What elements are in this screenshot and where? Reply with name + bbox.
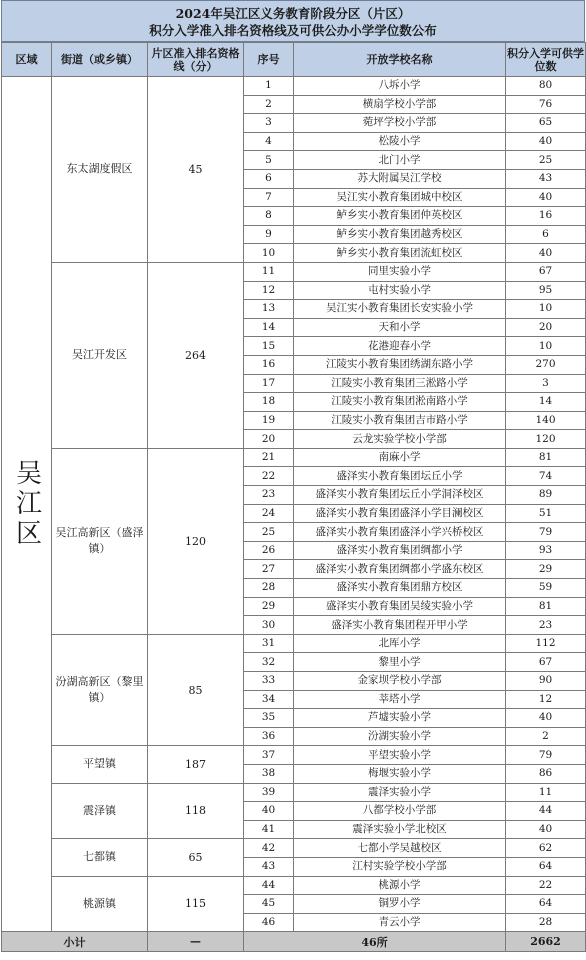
seq-cell: 31 bbox=[244, 634, 294, 653]
table-row bbox=[2, 839, 586, 858]
school-cell: 八都学校小学部 bbox=[294, 802, 506, 821]
school-cell: 铜罗小学 bbox=[294, 895, 506, 914]
street-cell: 震泽镇 bbox=[52, 783, 148, 839]
school-cell: 吴江实小教育集团城中校区 bbox=[294, 188, 506, 207]
line-cell: 65 bbox=[148, 839, 244, 876]
line-cell: 115 bbox=[148, 876, 244, 932]
school-cell: 震泽实验小学 bbox=[294, 783, 506, 802]
seq-cell: 7 bbox=[244, 188, 294, 207]
line-cell: 85 bbox=[148, 634, 244, 746]
school-cell: 屯村实验小学 bbox=[294, 281, 506, 300]
school-cell: 同里实验小学 bbox=[294, 262, 506, 281]
school-cell: 梅堰实验小学 bbox=[294, 764, 506, 783]
seq-cell: 3 bbox=[244, 114, 294, 133]
school-cell: 江陵实小教育集团三淞路小学 bbox=[294, 374, 506, 393]
seats-cell: 79 bbox=[506, 746, 586, 765]
school-cell: 江陵实小教育集团淞南路小学 bbox=[294, 393, 506, 412]
school-cell: 鲈乡实小教育集团越秀校区 bbox=[294, 225, 506, 244]
school-cell: 南麻小学 bbox=[294, 448, 506, 467]
seats-cell: 23 bbox=[506, 616, 586, 635]
seq-cell: 35 bbox=[244, 709, 294, 728]
school-cell: 震泽实验小学北校区 bbox=[294, 820, 506, 839]
seq-cell: 25 bbox=[244, 523, 294, 542]
seats-cell: 65 bbox=[506, 114, 586, 133]
school-cell: 吴江实小教育集团长安实验小学 bbox=[294, 300, 506, 319]
school-cell: 松陵小学 bbox=[294, 132, 506, 151]
seq-cell: 11 bbox=[244, 262, 294, 281]
seq-cell: 28 bbox=[244, 579, 294, 598]
school-cell: 平望实验小学 bbox=[294, 746, 506, 765]
seats-cell: 62 bbox=[506, 839, 586, 858]
seats-cell: 90 bbox=[506, 672, 586, 691]
line-cell: 118 bbox=[148, 783, 244, 839]
school-cell: 花港迎春小学 bbox=[294, 337, 506, 356]
seats-cell: 44 bbox=[506, 802, 586, 821]
seats-cell: 11 bbox=[506, 783, 586, 802]
seq-cell: 17 bbox=[244, 374, 294, 393]
line-cell: 264 bbox=[148, 262, 244, 448]
school-cell: 青云小学 bbox=[294, 913, 506, 932]
school-cell: 盛泽实小教育集团盛泽小学目澜校区 bbox=[294, 504, 506, 523]
school-cell: 江村实验学校小学部 bbox=[294, 857, 506, 876]
school-cell: 芦墟实验小学 bbox=[294, 709, 506, 728]
seq-cell: 45 bbox=[244, 895, 294, 914]
seats-cell: 81 bbox=[506, 597, 586, 616]
seats-cell: 14 bbox=[506, 393, 586, 412]
seq-cell: 30 bbox=[244, 616, 294, 635]
seq-cell: 46 bbox=[244, 913, 294, 932]
school-cell: 天和小学 bbox=[294, 318, 506, 337]
seats-cell: 59 bbox=[506, 579, 586, 598]
school-cell: 盛泽实小教育集团吴绫实验小学 bbox=[294, 597, 506, 616]
line-cell: 45 bbox=[148, 77, 244, 263]
seats-cell: 120 bbox=[506, 430, 586, 449]
street-cell: 东太湖度假区 bbox=[52, 77, 148, 263]
seats-cell: 40 bbox=[506, 709, 586, 728]
line-cell: 120 bbox=[148, 448, 244, 634]
school-cell: 盛泽实小教育集团坛丘小学洞泽校区 bbox=[294, 486, 506, 505]
seq-cell: 1 bbox=[244, 77, 294, 96]
seats-cell: 12 bbox=[506, 690, 586, 709]
seats-cell: 3 bbox=[506, 374, 586, 393]
school-cell: 北厍小学 bbox=[294, 634, 506, 653]
seq-cell: 29 bbox=[244, 597, 294, 616]
table-row bbox=[2, 783, 586, 802]
header-seq: 序号 bbox=[244, 43, 294, 77]
seq-cell: 15 bbox=[244, 337, 294, 356]
school-cell: 桃源小学 bbox=[294, 876, 506, 895]
seq-cell: 39 bbox=[244, 783, 294, 802]
seats-cell: 2 bbox=[506, 727, 586, 746]
school-cell: 鲈乡实小教育集团流虹校区 bbox=[294, 244, 506, 263]
seq-cell: 36 bbox=[244, 727, 294, 746]
seq-cell: 12 bbox=[244, 281, 294, 300]
seq-cell: 18 bbox=[244, 393, 294, 412]
seq-cell: 34 bbox=[244, 690, 294, 709]
seats-cell: 81 bbox=[506, 448, 586, 467]
quota-table bbox=[1, 42, 586, 952]
seq-cell: 44 bbox=[244, 876, 294, 895]
seq-cell: 40 bbox=[244, 802, 294, 821]
school-cell: 江陵实小教育集团绣湖东路小学 bbox=[294, 355, 506, 374]
seq-cell: 13 bbox=[244, 300, 294, 319]
table-row bbox=[2, 448, 586, 467]
school-cell: 八坼小学 bbox=[294, 77, 506, 96]
table-row bbox=[2, 746, 586, 765]
school-cell: 黎里小学 bbox=[294, 653, 506, 672]
seq-cell: 4 bbox=[244, 132, 294, 151]
total-schools: 46所 bbox=[244, 932, 506, 952]
seats-cell: 22 bbox=[506, 876, 586, 895]
seats-cell: 64 bbox=[506, 857, 586, 876]
header-school: 开放学校名称 bbox=[294, 43, 506, 77]
total-row bbox=[2, 932, 586, 952]
seq-cell: 9 bbox=[244, 225, 294, 244]
region-cell: 吴江区 bbox=[2, 77, 52, 932]
table-header-row bbox=[2, 43, 586, 77]
seats-cell: 112 bbox=[506, 634, 586, 653]
school-cell: 鲈乡实小教育集团仲英校区 bbox=[294, 207, 506, 226]
street-cell: 吴江开发区 bbox=[52, 262, 148, 448]
seq-cell: 33 bbox=[244, 672, 294, 691]
seq-cell: 32 bbox=[244, 653, 294, 672]
seq-cell: 21 bbox=[244, 448, 294, 467]
school-cell: 盛泽实小教育集团绸都小学盛东校区 bbox=[294, 560, 506, 579]
seq-cell: 14 bbox=[244, 318, 294, 337]
header-seats: 积分入学可供学位数 bbox=[506, 43, 586, 77]
seats-cell: 28 bbox=[506, 913, 586, 932]
seats-cell: 80 bbox=[506, 77, 586, 96]
seq-cell: 22 bbox=[244, 467, 294, 486]
seats-cell: 51 bbox=[506, 504, 586, 523]
school-cell: 横扇学校小学部 bbox=[294, 95, 506, 114]
seats-cell: 67 bbox=[506, 262, 586, 281]
school-cell: 北门小学 bbox=[294, 151, 506, 170]
school-cell: 盛泽实小教育集团坛丘小学 bbox=[294, 467, 506, 486]
seats-cell: 10 bbox=[506, 300, 586, 319]
seq-cell: 26 bbox=[244, 541, 294, 560]
seats-cell: 29 bbox=[506, 560, 586, 579]
document-title bbox=[1, 0, 585, 42]
street-cell: 汾湖高新区（黎里镇） bbox=[52, 634, 148, 746]
seats-cell: 40 bbox=[506, 132, 586, 151]
school-cell: 七都小学吴越校区 bbox=[294, 839, 506, 858]
seats-cell: 64 bbox=[506, 895, 586, 914]
seats-cell: 6 bbox=[506, 225, 586, 244]
seats-cell: 74 bbox=[506, 467, 586, 486]
school-cell: 汾湖实验小学 bbox=[294, 727, 506, 746]
line-cell: 187 bbox=[148, 746, 244, 783]
seats-cell: 43 bbox=[506, 169, 586, 188]
school-cell: 盛泽实小教育集团盛泽小学兴桥校区 bbox=[294, 523, 506, 542]
header-line: 片区准入排名资格线（分） bbox=[148, 43, 244, 77]
seq-cell: 38 bbox=[244, 764, 294, 783]
seq-cell: 42 bbox=[244, 839, 294, 858]
seq-cell: 5 bbox=[244, 151, 294, 170]
header-street: 街道（或乡镇） bbox=[52, 43, 148, 77]
seq-cell: 23 bbox=[244, 486, 294, 505]
seq-cell: 24 bbox=[244, 504, 294, 523]
seq-cell: 37 bbox=[244, 746, 294, 765]
seats-cell: 40 bbox=[506, 244, 586, 263]
seats-cell: 40 bbox=[506, 188, 586, 207]
seats-cell: 25 bbox=[506, 151, 586, 170]
seats-cell: 86 bbox=[506, 764, 586, 783]
school-cell: 金家坝学校小学部 bbox=[294, 672, 506, 691]
seq-cell: 8 bbox=[244, 207, 294, 226]
seats-cell: 20 bbox=[506, 318, 586, 337]
seats-cell: 140 bbox=[506, 411, 586, 430]
seats-cell: 89 bbox=[506, 486, 586, 505]
table-row bbox=[2, 77, 586, 96]
street-cell: 吴江高新区（盛泽镇） bbox=[52, 448, 148, 634]
seats-cell: 270 bbox=[506, 355, 586, 374]
header-region: 区域 bbox=[2, 43, 52, 77]
school-cell: 江陵实小教育集团吉市路小学 bbox=[294, 411, 506, 430]
seq-cell: 41 bbox=[244, 820, 294, 839]
school-cell: 菀坪学校小学部 bbox=[294, 114, 506, 133]
seq-cell: 19 bbox=[244, 411, 294, 430]
school-cell: 莘塔小学 bbox=[294, 690, 506, 709]
seq-cell: 16 bbox=[244, 355, 294, 374]
seats-cell: 93 bbox=[506, 541, 586, 560]
seats-cell: 67 bbox=[506, 653, 586, 672]
school-cell: 苏大附属吴江学校 bbox=[294, 169, 506, 188]
seats-cell: 16 bbox=[506, 207, 586, 226]
title-line-2: 积分入学准入排名资格线及可供公办小学学位数公布 bbox=[149, 23, 437, 38]
school-cell: 盛泽实小教育集团绸都小学 bbox=[294, 541, 506, 560]
seq-cell: 6 bbox=[244, 169, 294, 188]
school-cell: 盛泽实小教育集团程开甲小学 bbox=[294, 616, 506, 635]
total-line: — bbox=[148, 932, 244, 952]
school-cell: 盛泽实小教育集团鼎方校区 bbox=[294, 579, 506, 598]
title-line-1: 2024年吴江区义务教育阶段分区（片区） bbox=[175, 6, 411, 21]
seats-cell: 95 bbox=[506, 281, 586, 300]
seats-cell: 76 bbox=[506, 95, 586, 114]
seq-cell: 10 bbox=[244, 244, 294, 263]
table-row bbox=[2, 262, 586, 281]
seats-cell: 10 bbox=[506, 337, 586, 356]
total-label: 小计 bbox=[2, 932, 148, 952]
table-body bbox=[2, 77, 586, 932]
seats-cell: 79 bbox=[506, 523, 586, 542]
street-cell: 桃源镇 bbox=[52, 876, 148, 932]
school-cell: 云龙实验学校小学部 bbox=[294, 430, 506, 449]
seq-cell: 2 bbox=[244, 95, 294, 114]
seq-cell: 27 bbox=[244, 560, 294, 579]
seq-cell: 43 bbox=[244, 857, 294, 876]
street-cell: 平望镇 bbox=[52, 746, 148, 783]
table-row bbox=[2, 876, 586, 895]
street-cell: 七都镇 bbox=[52, 839, 148, 876]
total-seats: 2662 bbox=[506, 932, 586, 952]
table-row bbox=[2, 634, 586, 653]
seq-cell: 20 bbox=[244, 430, 294, 449]
seats-cell: 40 bbox=[506, 820, 586, 839]
announcement bbox=[1, 0, 585, 952]
